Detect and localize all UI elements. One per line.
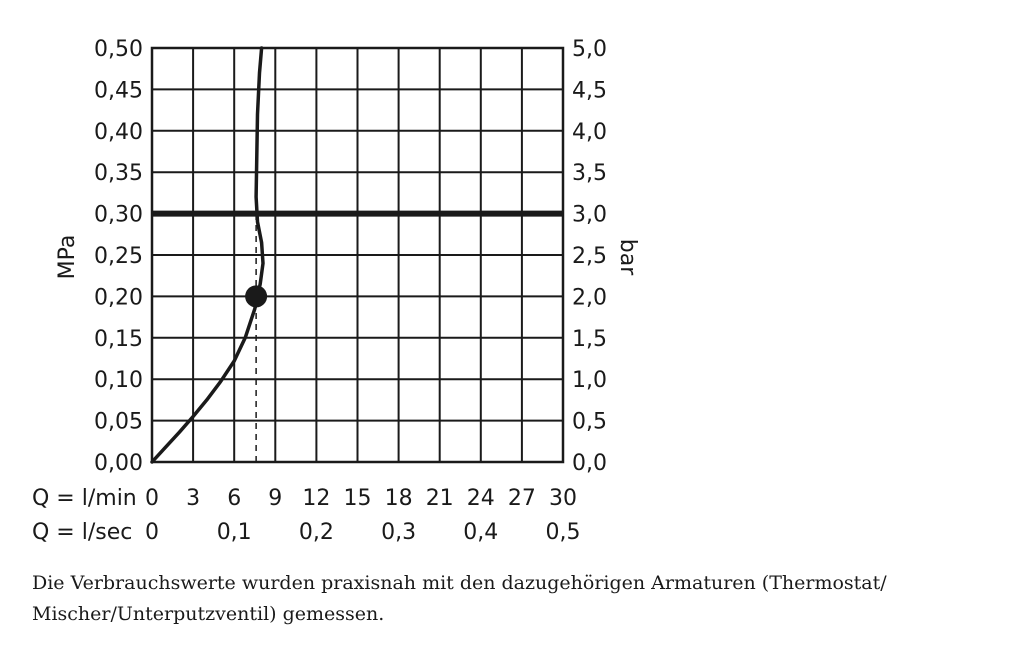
left-tick-label: 0,10 (94, 368, 143, 394)
right-axis-title: bar (615, 238, 640, 276)
right-tick-label: 5,0 (572, 37, 607, 62)
left-tick-label: 0,30 (94, 202, 143, 228)
left-tick-label: 0,40 (94, 119, 143, 145)
left-tick-label: 0,25 (94, 244, 143, 269)
right-tick-label: 3,5 (572, 161, 607, 187)
x-lsec-tick-label: 0 (145, 520, 159, 545)
x-lmin-tick-label: 6 (227, 486, 242, 511)
x-axis-lsec-ticks (145, 520, 581, 545)
x-lmin-tick-label: 27 (507, 486, 536, 511)
right-tick-label: 4,5 (572, 78, 607, 104)
left-tick-label: 0,45 (94, 78, 143, 104)
x-lmin-tick-label: 3 (186, 486, 201, 511)
left-tick-label: 0,15 (94, 326, 143, 352)
caption: Die Verbrauchswerte wurden praxisnah mit den dazugehörigen Armaturen (Thermostat/ Mischer/Unterputzventil) gemessen. (32, 572, 887, 625)
right-tick-label: 0,5 (572, 409, 607, 435)
right-tick-label: 1,0 (572, 368, 607, 394)
left-tick-label: 0,00 (94, 451, 143, 476)
x-lmin-tick-label: 0 (145, 486, 159, 511)
x-axis-lsec-label: Q = l/sec (32, 520, 133, 545)
left-tick-label: 0,35 (94, 161, 143, 187)
x-lmin-tick-label: 30 (549, 486, 577, 511)
x-lmin-tick-label: 12 (302, 486, 331, 511)
left-axis-title: MPa (55, 234, 80, 280)
right-tick-label: 2,5 (572, 244, 607, 269)
x-lmin-tick-label: 15 (343, 486, 372, 511)
right-tick-label: 1,5 (572, 326, 607, 352)
x-axis-lmin-label: Q = l/min (32, 486, 137, 511)
grid-lines (152, 48, 563, 462)
x-axis-lmin-ticks (145, 486, 577, 511)
x-lsec-tick-label: 0,2 (298, 520, 334, 545)
x-lsec-tick-label: 0,5 (545, 520, 581, 545)
right-tick-label: 4,0 (572, 119, 607, 145)
left-tick-label: 0,05 (94, 409, 143, 435)
x-lsec-tick-label: 0,3 (381, 520, 417, 545)
right-tick-label: 0,0 (572, 451, 607, 476)
right-axis-ticks (572, 37, 607, 476)
x-lsec-tick-label: 0,4 (463, 520, 499, 545)
x-lmin-tick-label: 21 (425, 486, 454, 511)
x-lmin-tick-label: 9 (268, 486, 283, 511)
x-lmin-tick-label: 18 (384, 486, 413, 511)
x-lmin-tick-label: 24 (466, 486, 495, 511)
operating-point-marker (245, 285, 267, 307)
left-tick-label: 0,50 (94, 37, 143, 62)
left-tick-label: 0,20 (94, 285, 143, 311)
right-tick-label: 3,0 (572, 202, 607, 228)
right-tick-label: 2,0 (572, 285, 607, 311)
left-axis-ticks (94, 37, 143, 476)
x-lsec-tick-label: 0,1 (216, 520, 252, 545)
